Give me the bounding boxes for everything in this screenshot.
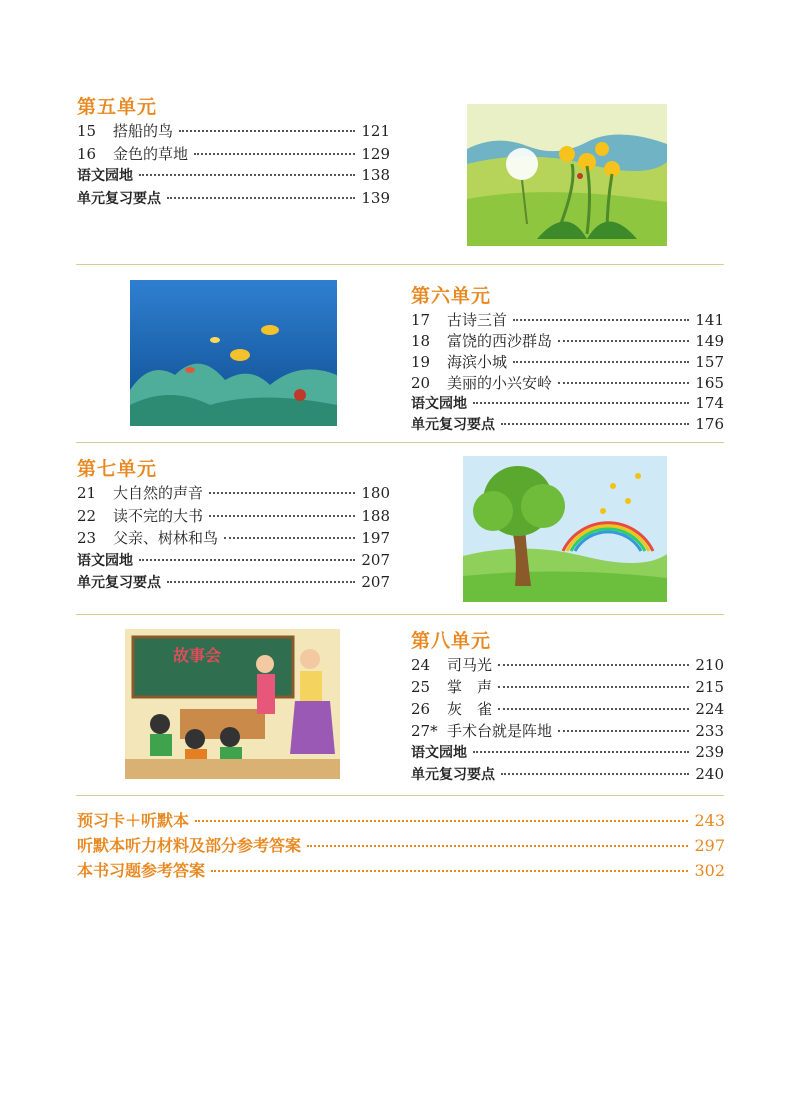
- appendix-entry[interactable]: 本书习题参考答案 302: [77, 861, 725, 880]
- toc-entry[interactable]: 语文园地 174: [411, 394, 724, 412]
- toc-entry[interactable]: 19 海滨小城 157: [411, 353, 724, 371]
- toc-entry[interactable]: 17 古诗三首 141: [411, 311, 724, 329]
- tree-rainbow-illustration: [463, 456, 667, 602]
- toc-entry[interactable]: 15 搭船的鸟 121: [77, 122, 390, 140]
- section-divider: [76, 264, 724, 265]
- section-divider: [76, 614, 724, 615]
- toc-entry[interactable]: 语文园地 138: [77, 166, 390, 184]
- toc-entry[interactable]: 20 美丽的小兴安岭 165: [411, 374, 724, 392]
- unit-title: 第五单元: [77, 96, 158, 118]
- section-divider: [76, 795, 724, 796]
- toc-entry[interactable]: 23 父亲、树林和鸟 197: [77, 529, 390, 547]
- toc-entry[interactable]: 单元复习要点 139: [77, 188, 390, 207]
- toc-entry[interactable]: 25 掌 声 215: [411, 678, 724, 696]
- ocean-illustration: [130, 280, 337, 426]
- toc-entry[interactable]: 22 读不完的大书 188: [77, 506, 390, 525]
- toc-entry[interactable]: 26 灰 雀 224: [411, 700, 724, 718]
- section-divider: [76, 442, 724, 443]
- toc-entry[interactable]: 语文园地 207: [77, 550, 390, 569]
- toc-entry[interactable]: 21 大自然的声音 180: [77, 484, 390, 502]
- unit-7: [77, 456, 390, 595]
- unit-8: [411, 628, 724, 786]
- toc-entry[interactable]: 单元复习要点 176: [411, 415, 724, 433]
- chalkboard-text: 故事会: [173, 646, 222, 665]
- toc-entry[interactable]: 单元复习要点 207: [77, 573, 390, 591]
- unit-6: [411, 283, 724, 435]
- toc-entry[interactable]: 24 司马光 210: [411, 656, 724, 674]
- unit-title: 第七单元: [77, 458, 158, 480]
- unit-title: 第六单元: [411, 285, 492, 307]
- toc-entry[interactable]: 语文园地 239: [411, 743, 724, 761]
- appendix-entry[interactable]: 听默本听力材料及部分参考答案 297: [77, 836, 725, 855]
- toc-entry[interactable]: 18 富饶的西沙群岛 149: [411, 332, 724, 350]
- unit-title: 第八单元: [411, 630, 492, 652]
- appendix-list: [77, 808, 725, 883]
- dandelion-illustration: [467, 104, 667, 246]
- classroom-illustration: [125, 629, 340, 779]
- toc-entry[interactable]: 16 金色的草地 129: [77, 144, 390, 163]
- toc-entry[interactable]: 单元复习要点 240: [411, 765, 724, 783]
- toc-entry[interactable]: 27* 手术台就是阵地 233: [411, 722, 724, 740]
- appendix-entry[interactable]: 预习卡＋听默本 243: [77, 811, 725, 830]
- unit-5: [77, 94, 390, 210]
